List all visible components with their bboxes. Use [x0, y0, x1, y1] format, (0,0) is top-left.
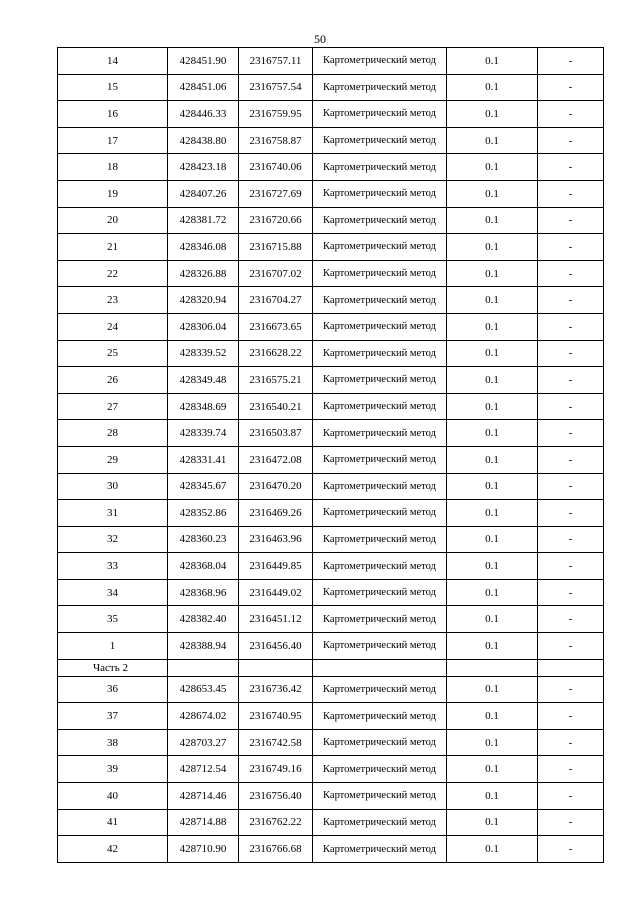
x-coordinate-cell: 428388.94: [168, 633, 239, 660]
method-cell: Картометрический метод: [313, 207, 447, 234]
description-cell: -: [538, 729, 604, 756]
y-coordinate-cell: 2316749.16: [239, 756, 313, 783]
page-number: 50: [314, 32, 326, 46]
method-cell: Картометрический метод: [313, 579, 447, 606]
y-coordinate-cell: 2316757.54: [239, 74, 313, 101]
table-row: [58, 127, 604, 154]
point-number-cell: 39: [58, 756, 168, 783]
y-coordinate-cell: 2316720.66: [239, 207, 313, 234]
section-row: [58, 659, 604, 676]
table-row: [58, 526, 604, 553]
accuracy-cell: 0.1: [447, 553, 538, 580]
table-row: [58, 756, 604, 783]
y-coordinate-cell: 2316740.95: [239, 703, 313, 730]
y-coordinate-cell: 2316758.87: [239, 127, 313, 154]
y-coordinate-cell: 2316740.06: [239, 154, 313, 181]
description-cell: -: [538, 809, 604, 836]
point-number-cell: 22: [58, 260, 168, 287]
point-number-cell: 23: [58, 287, 168, 314]
point-number-cell: 32: [58, 526, 168, 553]
description-cell: -: [538, 127, 604, 154]
accuracy-cell: 0.1: [447, 446, 538, 473]
x-coordinate-cell: 428714.46: [168, 783, 239, 810]
y-coordinate-cell: 2316469.26: [239, 500, 313, 527]
description-cell: -: [538, 420, 604, 447]
table-row: [58, 729, 604, 756]
point-number-cell: 21: [58, 234, 168, 261]
x-coordinate-cell: 428381.72: [168, 207, 239, 234]
point-number-cell: 16: [58, 101, 168, 128]
section-header: [58, 659, 604, 676]
table-row: [58, 234, 604, 261]
accuracy-cell: 0.1: [447, 676, 538, 703]
empty-cell: [168, 659, 239, 676]
description-cell: -: [538, 526, 604, 553]
x-coordinate-cell: 428653.45: [168, 676, 239, 703]
table-row: [58, 473, 604, 500]
x-coordinate-cell: 428346.08: [168, 234, 239, 261]
method-cell: Картометрический метод: [313, 180, 447, 207]
method-cell: Картометрический метод: [313, 473, 447, 500]
y-coordinate-cell: 2316456.40: [239, 633, 313, 660]
method-cell: Картометрический метод: [313, 127, 447, 154]
point-number-cell: 34: [58, 579, 168, 606]
x-coordinate-cell: 428451.90: [168, 48, 239, 75]
x-coordinate-cell: 428714.88: [168, 809, 239, 836]
method-cell: Картометрический метод: [313, 154, 447, 181]
description-cell: -: [538, 48, 604, 75]
method-cell: Картометрический метод: [313, 101, 447, 128]
point-number-cell: 31: [58, 500, 168, 527]
x-coordinate-cell: 428368.04: [168, 553, 239, 580]
x-coordinate-cell: 428360.23: [168, 526, 239, 553]
table-row: [58, 500, 604, 527]
table-row: [58, 579, 604, 606]
empty-cell: [538, 659, 604, 676]
method-cell: Картометрический метод: [313, 234, 447, 261]
table-row: [58, 420, 604, 447]
method-cell: Картометрический метод: [313, 676, 447, 703]
description-cell: -: [538, 234, 604, 261]
method-cell: Картометрический метод: [313, 756, 447, 783]
y-coordinate-cell: 2316736.42: [239, 676, 313, 703]
method-cell: Картометрический метод: [313, 703, 447, 730]
description-cell: -: [538, 579, 604, 606]
x-coordinate-cell: 428306.04: [168, 313, 239, 340]
point-number-cell: 37: [58, 703, 168, 730]
accuracy-cell: 0.1: [447, 234, 538, 261]
description-cell: -: [538, 180, 604, 207]
y-coordinate-cell: 2316472.08: [239, 446, 313, 473]
y-coordinate-cell: 2316575.21: [239, 367, 313, 394]
y-coordinate-cell: 2316540.21: [239, 393, 313, 420]
y-coordinate-cell: 2316451.12: [239, 606, 313, 633]
x-coordinate-cell: 428339.74: [168, 420, 239, 447]
x-coordinate-cell: 428438.80: [168, 127, 239, 154]
table-row: [58, 48, 604, 75]
point-number-cell: 19: [58, 180, 168, 207]
description-cell: -: [538, 756, 604, 783]
y-coordinate-cell: 2316759.95: [239, 101, 313, 128]
point-number-cell: 29: [58, 446, 168, 473]
accuracy-cell: 0.1: [447, 313, 538, 340]
empty-cell: [313, 659, 447, 676]
y-coordinate-cell: 2316503.87: [239, 420, 313, 447]
table-row: [58, 606, 604, 633]
table-row: [58, 207, 604, 234]
method-cell: Картометрический метод: [313, 420, 447, 447]
method-cell: Картометрический метод: [313, 340, 447, 367]
table-row: [58, 287, 604, 314]
point-number-cell: 27: [58, 393, 168, 420]
y-coordinate-cell: 2316628.22: [239, 340, 313, 367]
accuracy-cell: 0.1: [447, 473, 538, 500]
accuracy-cell: 0.1: [447, 287, 538, 314]
x-coordinate-cell: 428712.54: [168, 756, 239, 783]
table-row: [58, 783, 604, 810]
y-coordinate-cell: 2316470.20: [239, 473, 313, 500]
section-label: Часть 2: [58, 659, 168, 676]
description-cell: -: [538, 836, 604, 863]
accuracy-cell: 0.1: [447, 74, 538, 101]
table-row: [58, 809, 604, 836]
point-number-cell: 20: [58, 207, 168, 234]
point-number-cell: 1: [58, 633, 168, 660]
description-cell: -: [538, 101, 604, 128]
description-cell: -: [538, 473, 604, 500]
x-coordinate-cell: 428451.06: [168, 74, 239, 101]
y-coordinate-cell: 2316673.65: [239, 313, 313, 340]
empty-cell: [447, 659, 538, 676]
x-coordinate-cell: 428331.41: [168, 446, 239, 473]
description-cell: -: [538, 313, 604, 340]
accuracy-cell: 0.1: [447, 809, 538, 836]
x-coordinate-cell: 428710.90: [168, 836, 239, 863]
x-coordinate-cell: 428320.94: [168, 287, 239, 314]
accuracy-cell: 0.1: [447, 526, 538, 553]
method-cell: Картометрический метод: [313, 393, 447, 420]
description-cell: -: [538, 287, 604, 314]
y-coordinate-cell: 2316757.11: [239, 48, 313, 75]
table-row: [58, 154, 604, 181]
method-cell: Картометрический метод: [313, 553, 447, 580]
accuracy-cell: 0.1: [447, 633, 538, 660]
method-cell: Картометрический метод: [313, 74, 447, 101]
y-coordinate-cell: 2316715.88: [239, 234, 313, 261]
x-coordinate-cell: 428339.52: [168, 340, 239, 367]
point-number-cell: 40: [58, 783, 168, 810]
method-cell: Картометрический метод: [313, 287, 447, 314]
point-number-cell: 17: [58, 127, 168, 154]
point-number-cell: 38: [58, 729, 168, 756]
table-row: [58, 367, 604, 394]
table-row: [58, 313, 604, 340]
accuracy-cell: 0.1: [447, 207, 538, 234]
point-number-cell: 18: [58, 154, 168, 181]
y-coordinate-cell: 2316766.68: [239, 836, 313, 863]
table-row: [58, 553, 604, 580]
description-cell: -: [538, 553, 604, 580]
point-number-cell: 35: [58, 606, 168, 633]
y-coordinate-cell: 2316707.02: [239, 260, 313, 287]
y-coordinate-cell: 2316449.85: [239, 553, 313, 580]
table-row: [58, 446, 604, 473]
point-number-cell: 30: [58, 473, 168, 500]
description-cell: -: [538, 500, 604, 527]
point-number-cell: 26: [58, 367, 168, 394]
x-coordinate-cell: 428703.27: [168, 729, 239, 756]
method-cell: Картометрический метод: [313, 729, 447, 756]
point-number-cell: 25: [58, 340, 168, 367]
point-number-cell: 33: [58, 553, 168, 580]
y-coordinate-cell: 2316463.96: [239, 526, 313, 553]
table-row: [58, 101, 604, 128]
point-number-cell: 24: [58, 313, 168, 340]
y-coordinate-cell: 2316727.69: [239, 180, 313, 207]
accuracy-cell: 0.1: [447, 606, 538, 633]
coordinates-table: [57, 47, 604, 863]
x-coordinate-cell: 428348.69: [168, 393, 239, 420]
y-coordinate-cell: 2316762.22: [239, 809, 313, 836]
description-cell: -: [538, 606, 604, 633]
accuracy-cell: 0.1: [447, 101, 538, 128]
accuracy-cell: 0.1: [447, 340, 538, 367]
x-coordinate-cell: 428382.40: [168, 606, 239, 633]
description-cell: -: [538, 703, 604, 730]
method-cell: Картометрический метод: [313, 500, 447, 527]
x-coordinate-cell: 428423.18: [168, 154, 239, 181]
x-coordinate-cell: 428407.26: [168, 180, 239, 207]
x-coordinate-cell: 428446.33: [168, 101, 239, 128]
table-body-part-2: [58, 676, 604, 862]
point-number-cell: 42: [58, 836, 168, 863]
point-number-cell: 28: [58, 420, 168, 447]
method-cell: Картометрический метод: [313, 313, 447, 340]
description-cell: -: [538, 207, 604, 234]
method-cell: Картометрический метод: [313, 633, 447, 660]
point-number-cell: 36: [58, 676, 168, 703]
y-coordinate-cell: 2316449.02: [239, 579, 313, 606]
description-cell: -: [538, 367, 604, 394]
method-cell: Картометрический метод: [313, 809, 447, 836]
table-row: [58, 633, 604, 660]
y-coordinate-cell: 2316742.58: [239, 729, 313, 756]
x-coordinate-cell: 428345.67: [168, 473, 239, 500]
method-cell: Картометрический метод: [313, 526, 447, 553]
x-coordinate-cell: 428352.86: [168, 500, 239, 527]
description-cell: -: [538, 446, 604, 473]
description-cell: -: [538, 340, 604, 367]
accuracy-cell: 0.1: [447, 180, 538, 207]
table-row: [58, 393, 604, 420]
accuracy-cell: 0.1: [447, 48, 538, 75]
accuracy-cell: 0.1: [447, 579, 538, 606]
method-cell: Картометрический метод: [313, 48, 447, 75]
method-cell: Картометрический метод: [313, 783, 447, 810]
accuracy-cell: 0.1: [447, 393, 538, 420]
accuracy-cell: 0.1: [447, 703, 538, 730]
point-number-cell: 41: [58, 809, 168, 836]
table-row: [58, 340, 604, 367]
x-coordinate-cell: 428349.48: [168, 367, 239, 394]
accuracy-cell: 0.1: [447, 154, 538, 181]
empty-cell: [239, 659, 313, 676]
method-cell: Картометрический метод: [313, 606, 447, 633]
accuracy-cell: 0.1: [447, 367, 538, 394]
description-cell: -: [538, 154, 604, 181]
method-cell: Картометрический метод: [313, 260, 447, 287]
y-coordinate-cell: 2316756.40: [239, 783, 313, 810]
table-row: [58, 676, 604, 703]
description-cell: -: [538, 633, 604, 660]
table-row: [58, 703, 604, 730]
accuracy-cell: 0.1: [447, 783, 538, 810]
accuracy-cell: 0.1: [447, 836, 538, 863]
y-coordinate-cell: 2316704.27: [239, 287, 313, 314]
point-number-cell: 15: [58, 74, 168, 101]
table-row: [58, 180, 604, 207]
accuracy-cell: 0.1: [447, 127, 538, 154]
description-cell: -: [538, 393, 604, 420]
point-number-cell: 14: [58, 48, 168, 75]
accuracy-cell: 0.1: [447, 756, 538, 783]
accuracy-cell: 0.1: [447, 260, 538, 287]
x-coordinate-cell: 428368.96: [168, 579, 239, 606]
x-coordinate-cell: 428326.88: [168, 260, 239, 287]
x-coordinate-cell: 428674.02: [168, 703, 239, 730]
table-row: [58, 836, 604, 863]
description-cell: -: [538, 74, 604, 101]
method-cell: Картометрический метод: [313, 367, 447, 394]
accuracy-cell: 0.1: [447, 500, 538, 527]
table-row: [58, 260, 604, 287]
description-cell: -: [538, 676, 604, 703]
description-cell: -: [538, 783, 604, 810]
method-cell: Картометрический метод: [313, 446, 447, 473]
table-row: [58, 74, 604, 101]
description-cell: -: [538, 260, 604, 287]
accuracy-cell: 0.1: [447, 729, 538, 756]
accuracy-cell: 0.1: [447, 420, 538, 447]
method-cell: Картометрический метод: [313, 836, 447, 863]
table-body-part-1: [58, 48, 604, 660]
